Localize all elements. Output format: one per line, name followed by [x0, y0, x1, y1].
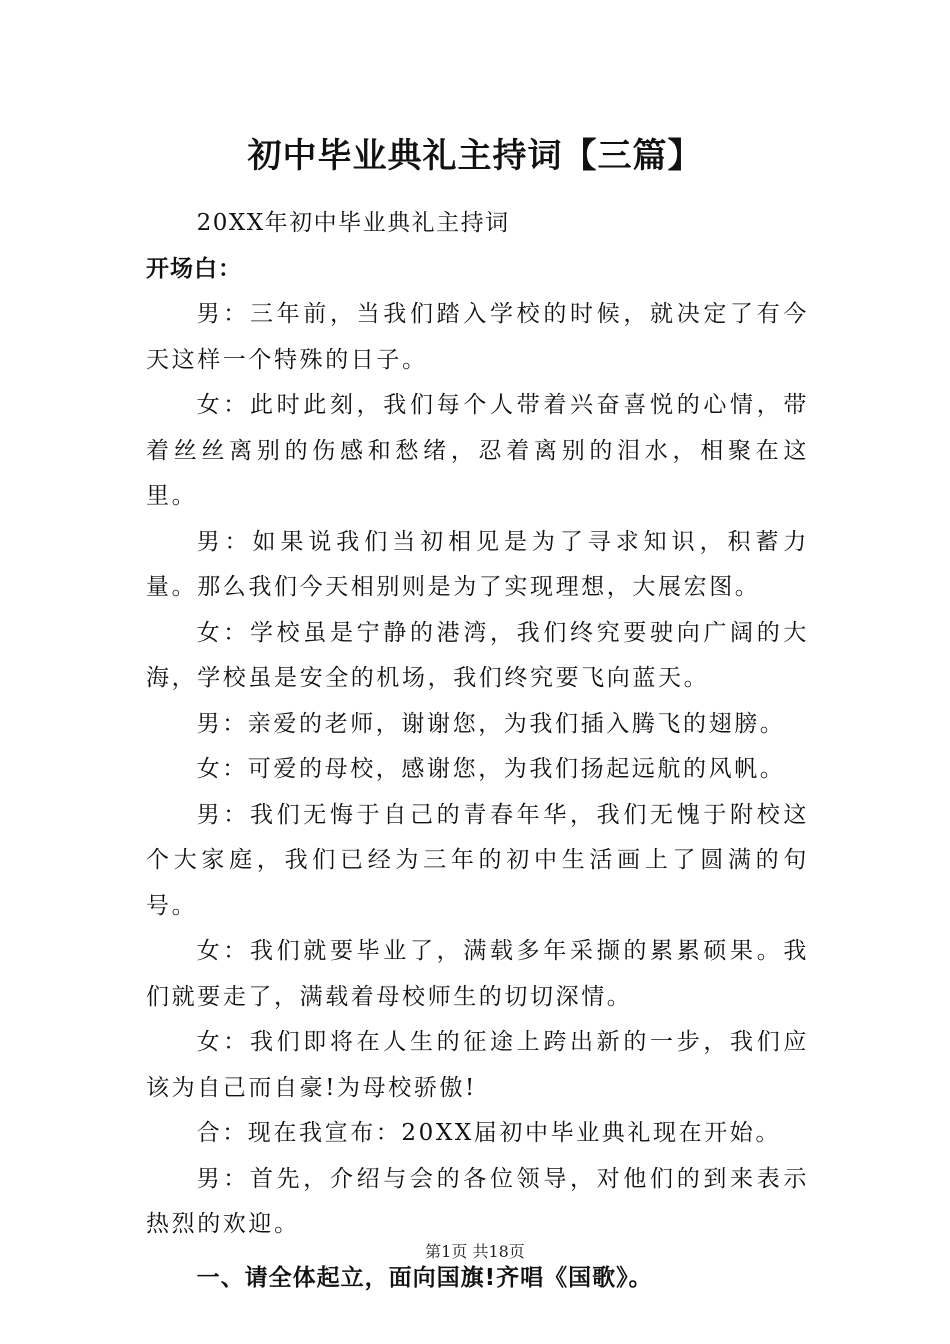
- document-subtitle: 20XX年初中毕业典礼主持词: [196, 210, 510, 236]
- document-body: [146, 201, 809, 1301]
- paragraph: 男：首先，介绍与会的各位领导，对他们的到来表示热烈的欢迎。: [146, 1165, 809, 1237]
- paragraph: 女：我们就要毕业了，满载多年采撷的累累硕果。我们就要走了，满载着母校师生的切切深情。: [146, 938, 809, 1010]
- paragraph: 女：我们即将在人生的征途上跨出新的一步，我们应该为自己而自豪!为母校骄傲!: [146, 1029, 809, 1101]
- paragraph: 男：三年前，当我们踏入学校的时候，就决定了有今天这样一个特殊的日子。: [146, 301, 809, 373]
- paragraph: 男：如果说我们当初相见是为了寻求知识，积蓄力量。那么我们今天相别则是为了实现理想，大展宏图。: [146, 528, 809, 600]
- page-indicator: 第1页 共18页: [425, 1242, 525, 1261]
- opening-label: 开场白：: [146, 255, 242, 282]
- section-heading: 一、请全体起立，面向国旗!齐唱《国歌》。: [196, 1264, 653, 1291]
- paragraph: 男：亲爱的老师，谢谢您，为我们插入腾飞的翅膀。: [196, 710, 786, 737]
- document-title: 初中毕业典礼主持词【三篇】: [247, 136, 703, 176]
- paragraph: 男：我们无悔于自己的青春年华，我们无愧于附校这个大家庭，我们已经为三年的初中生活画上了圆满的句号。: [146, 801, 809, 919]
- paragraph: 合：现在我宣布：20XX届初中毕业典礼现在开始。: [196, 1120, 782, 1146]
- paragraph: 女：学校虽是宁静的港湾，我们终究要驶向广阔的大海，学校虽是安全的机场，我们终究要飞向蓝天。: [146, 619, 809, 691]
- paragraph: 女：可爱的母校，感谢您，为我们扬起远航的风帆。: [196, 756, 786, 782]
- paragraph: 女：此时此刻，我们每个人带着兴奋喜悦的心情，带着丝丝离别的伤感和愁绪，忍着离别的泪水，相聚在这里。: [146, 392, 809, 509]
